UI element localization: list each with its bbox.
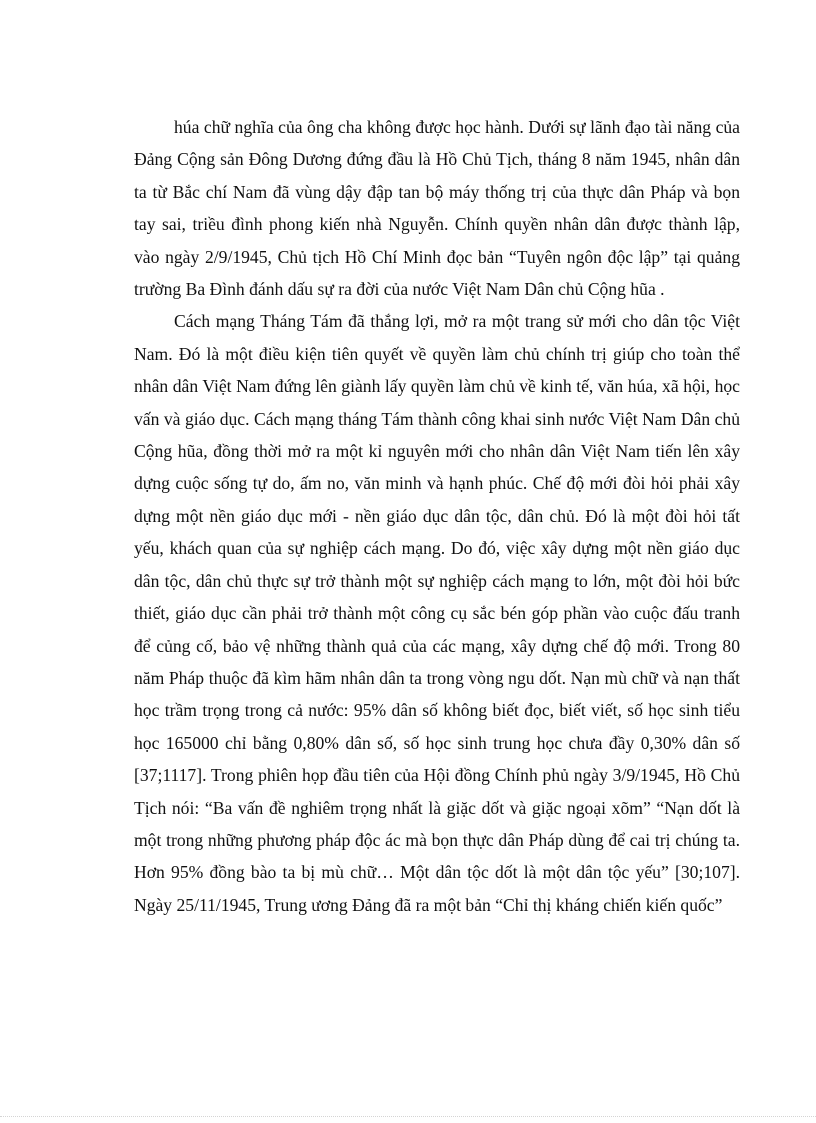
paragraph-1: húa chữ nghĩa của ông cha không được học hành. Dưới sự lãnh đạo tài năng của Đảng Cộng sản Đông Dương đứng đầu là Hồ Chủ Tịch, tháng 8 năm 1945, nhân dân ta từ Bắc chí Nam đã vùng dậy đập tan bộ máy thống trị của thực dân Pháp và bọn tay sai, triều đình phong kiến nhà Nguyễn. Chính quyền nhân dân được thành lập, vào ngày 2/9/1945, Chủ tịch Hồ Chí Minh đọc bản “Tuyên ngôn độc lập” tại quảng trường Ba Đình đánh dấu sự ra đời của nước Việt Nam Dân chủ Cộng hũa . bbox=[134, 117, 740, 300]
paragraph-2: Cách mạng Tháng Tám đã thắng lợi, mở ra một trang sử mới cho dân tộc Việt Nam. Đó là một điều kiện tiên quyết về quyền làm chủ chính trị giúp cho toàn thể nhân dân Việt Nam đứng lên giành lấy quyền làm chủ về kinh tế, văn húa, xã hội, học vấn và giáo dục. Cách mạng tháng Tám thành công khai sinh nước Việt Nam Dân chủ Cộng hũa, đồng thời mở ra một kỉ nguyên mới cho nhân dân Việt Nam tiến lên xây dựng cuộc sống tự do, ấm no, văn minh và hạnh phúc. Chế độ mới đòi hỏi phải xây dựng một nền giáo dục mới - nền giáo dục dân tộc, dân chủ. Đó là một đòi hỏi tất yếu, khách quan của sự nghiệp cách mạng. Do đó, việc xây dựng một nền giáo dục dân tộc, dân chủ thực sự trở thành một sự nghiệp cách mạng to lớn, một đòi hỏi bức thiết, giáo dục cần phải trở thành một công cụ sắc bén góp phần vào cuộc đấu tranh để củng cố, bảo vệ những thành quả của các mạng, xây dựng chế độ mới. Trong 80 năm Pháp thuộc đã kìm hãm nhân dân ta trong vòng ngu dốt. Nạn mù chữ và nạn thất học trầm trọng trong cả nước: 95% dân số không biết đọc, biết viết, số học sinh tiểu học 165000 chỉ bằng 0,80% dân số, số học sinh trung học chưa đầy 0,30% dân số [37;1117]. Trong phiên họp đầu tiên của Hội đồng Chính phủ ngày 3/9/1945, Hồ Chủ Tịch nói: “Ba vấn đề nghiêm trọng nhất là giặc dốt và giặc ngoại xõm” “Nạn dốt là một trong những phương pháp độc ác mà bọn thực dân Pháp dùng để cai trị chúng ta. Hơn 95% đồng bào ta bị mù chữ… Một dân tộc dốt là một dân tộc yếu” [30;107]. Ngày 25/11/1945, Trung ương Đảng đã ra một bản “Chỉ thị kháng chiến kiến quốc” bbox=[134, 311, 740, 915]
page-bottom-edge bbox=[0, 1116, 816, 1117]
body-text bbox=[134, 111, 740, 921]
